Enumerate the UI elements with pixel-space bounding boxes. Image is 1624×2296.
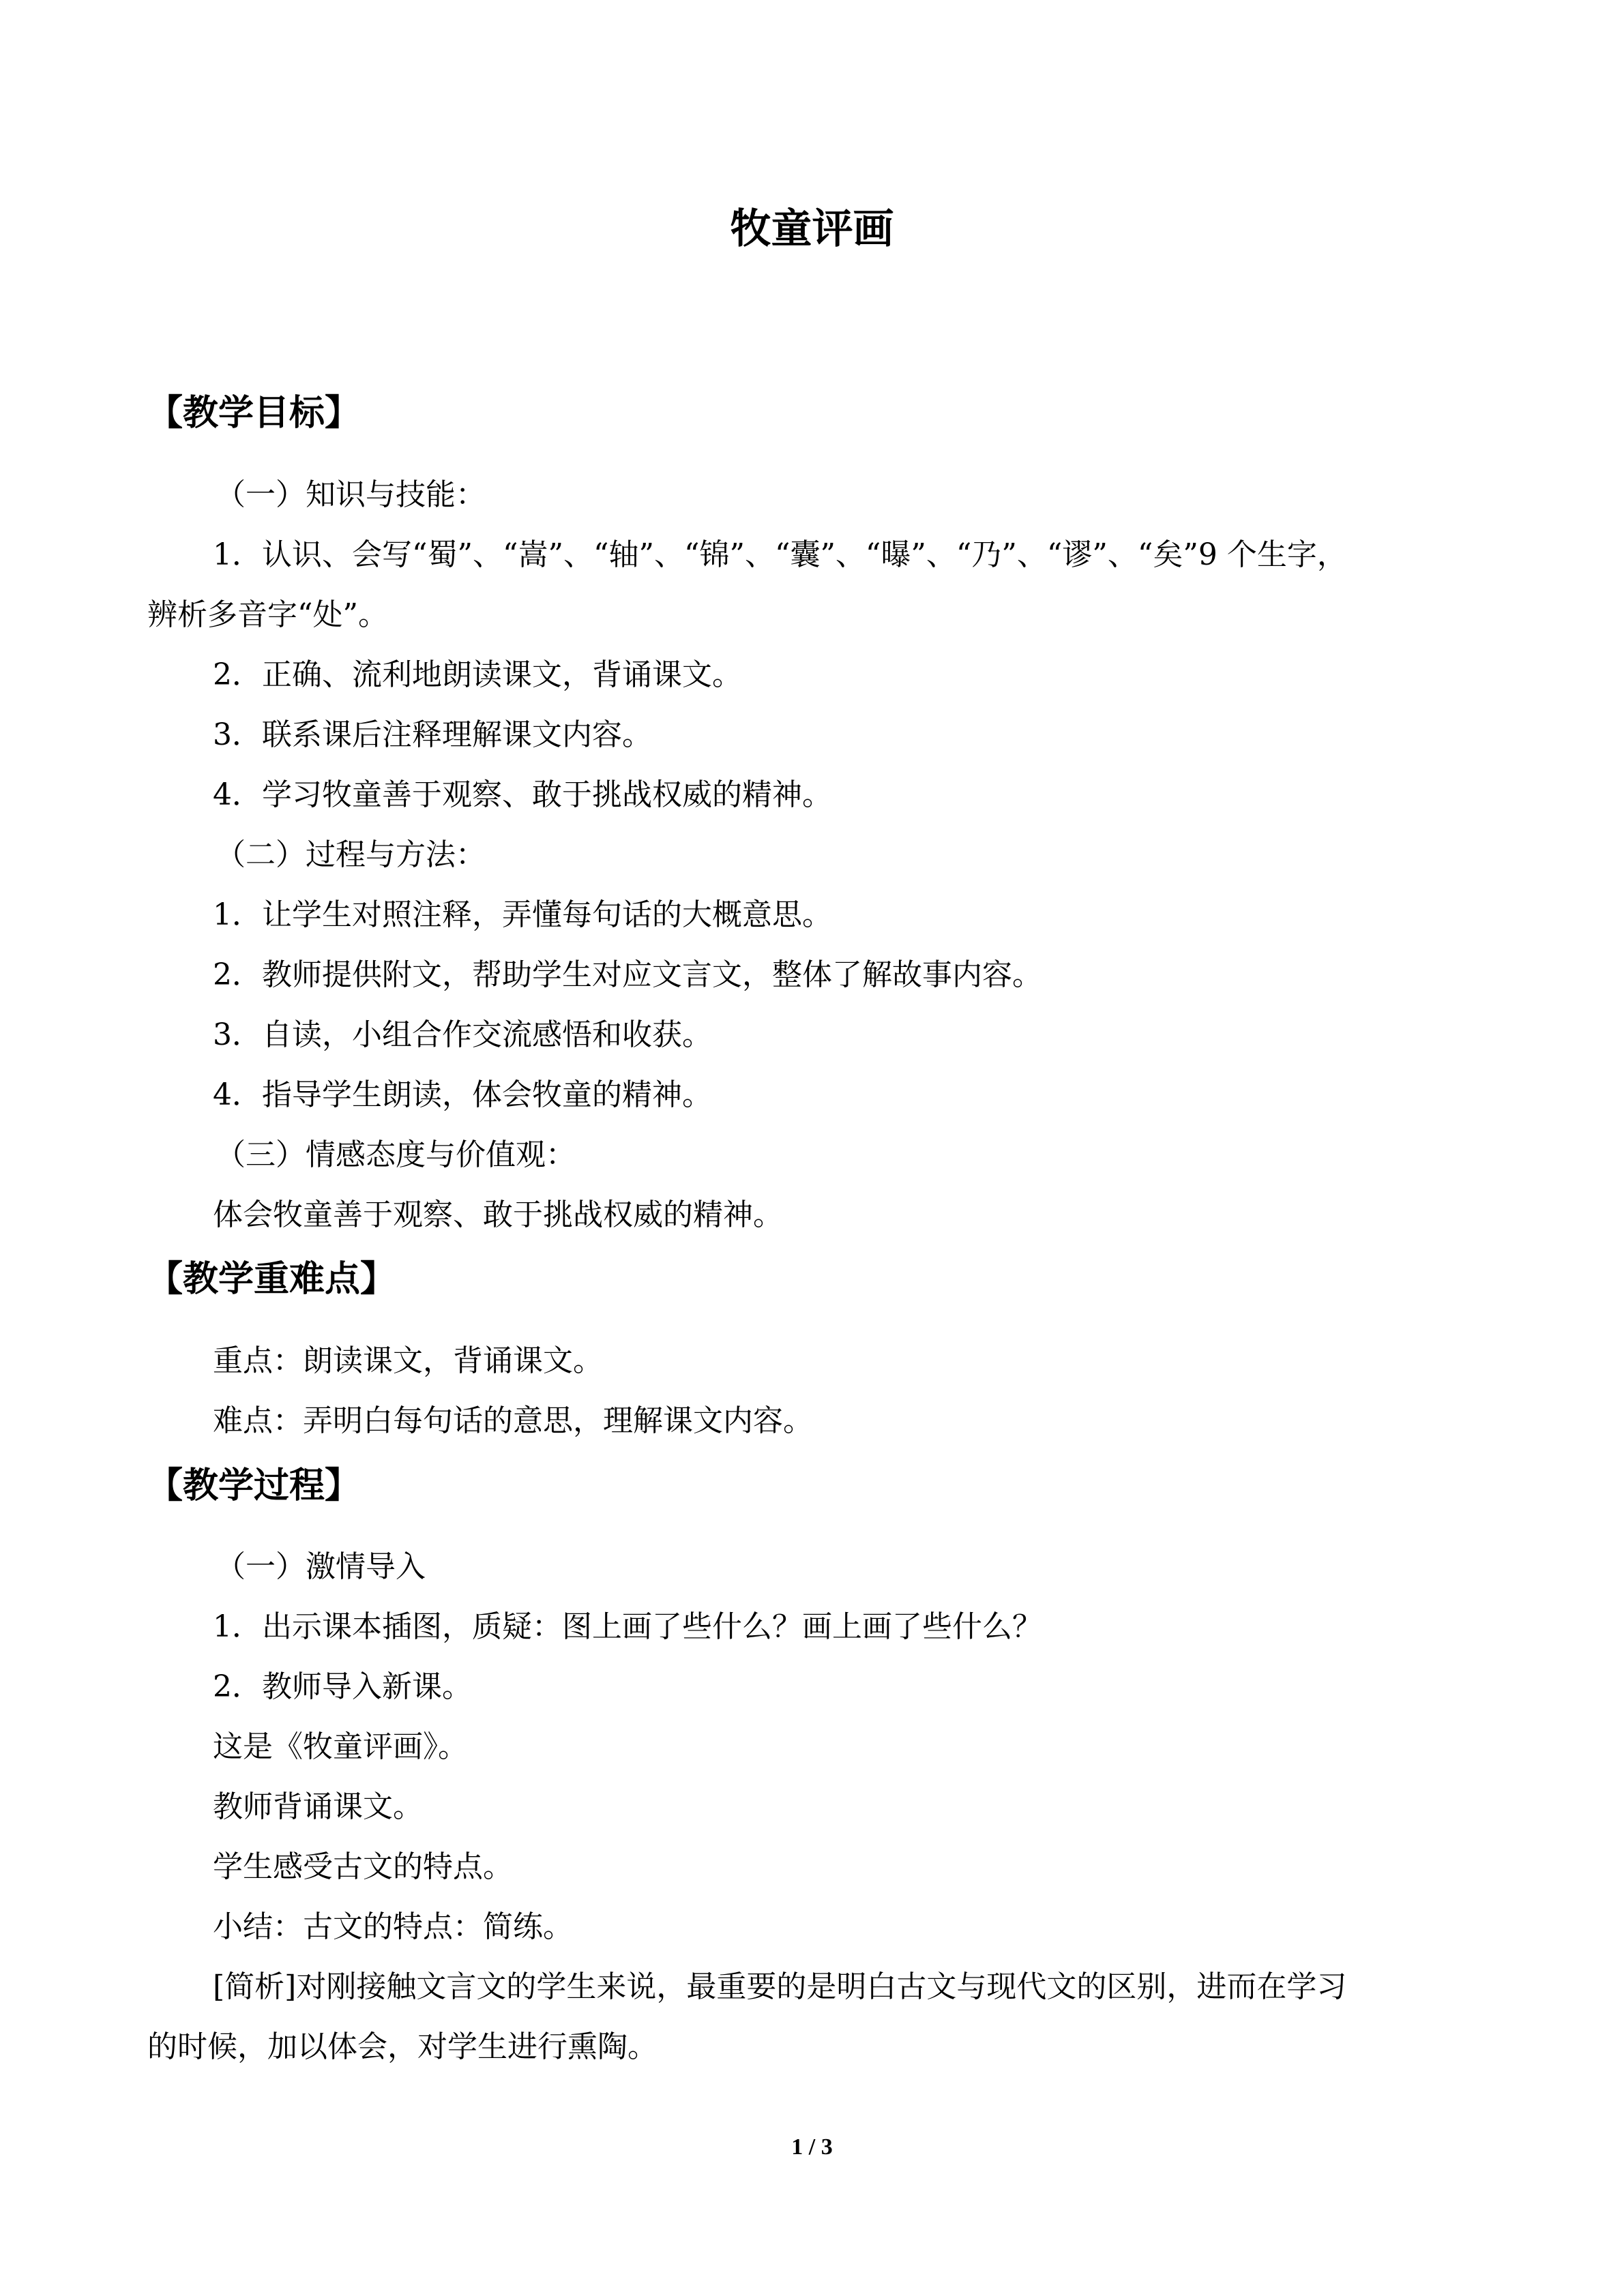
process-item-2: 2．教师导入新课。 bbox=[213, 1669, 472, 1704]
subsection-emotion-values: （三）情感态度与价值观： bbox=[216, 1137, 576, 1172]
objective-item-1-cont: 辨析多音字“处”。 bbox=[147, 597, 388, 632]
emotion-text: 体会牧童善于观察、敢于挑战权威的精神。 bbox=[213, 1197, 783, 1232]
subsection-process-method: （二）过程与方法： bbox=[216, 837, 486, 872]
section-heading-objectives: 【教学目标】 bbox=[147, 393, 361, 434]
process-line-3: 这是《牧童评画》。 bbox=[213, 1729, 468, 1764]
process-line-6: 小结：古文的特点：简练。 bbox=[213, 1909, 573, 1944]
section-heading-key-points: 【教学重难点】 bbox=[147, 1259, 396, 1300]
analysis-line-2: 的时候，加以体会，对学生进行熏陶。 bbox=[147, 2029, 658, 2064]
section-heading-process: 【教学过程】 bbox=[147, 1465, 361, 1506]
subsection-intro: （一）激情导入 bbox=[216, 1549, 426, 1584]
objective-item-1: 1．认识、会写“蜀”、“嵩”、“轴”、“锦”、“囊”、“曝”、“乃”、“谬”、“矣”9 个生字， bbox=[213, 537, 1347, 572]
document-title: 牧童评画 bbox=[730, 205, 894, 253]
method-item-2: 2．教师提供附文，帮助学生对应文言文，整体了解故事内容。 bbox=[213, 957, 1042, 992]
objective-item-3: 3．联系课后注释理解课文内容。 bbox=[213, 717, 652, 752]
key-point: 重点：朗读课文，背诵课文。 bbox=[213, 1343, 603, 1378]
page-number: 1 / 3 bbox=[791, 2134, 833, 2160]
process-item-1: 1．出示课本插图，质疑：图上画了些什么？画上画了些什么？ bbox=[213, 1609, 1042, 1644]
subsection-knowledge: （一）知识与技能： bbox=[216, 477, 486, 512]
method-item-3: 3．自读，小组合作交流感悟和收获。 bbox=[213, 1017, 712, 1052]
difficult-point: 难点：弄明白每句话的意思，理解课文内容。 bbox=[213, 1403, 813, 1438]
method-item-4: 4．指导学生朗读，体会牧童的精神。 bbox=[213, 1077, 712, 1112]
method-item-1: 1．让学生对照注释，弄懂每句话的大概意思。 bbox=[213, 897, 832, 932]
process-line-5: 学生感受古文的特点。 bbox=[213, 1849, 513, 1884]
process-line-4: 教师背诵课文。 bbox=[213, 1789, 423, 1824]
objective-item-4: 4．学习牧童善于观察、敢于挑战权威的精神。 bbox=[213, 777, 832, 812]
objective-item-2: 2．正确、流利地朗读课文，背诵课文。 bbox=[213, 657, 742, 692]
analysis-line-1: [简析]对刚接触文言文的学生来说，最重要的是明白古文与现代文的区别，进而在学习 bbox=[213, 1969, 1347, 2004]
